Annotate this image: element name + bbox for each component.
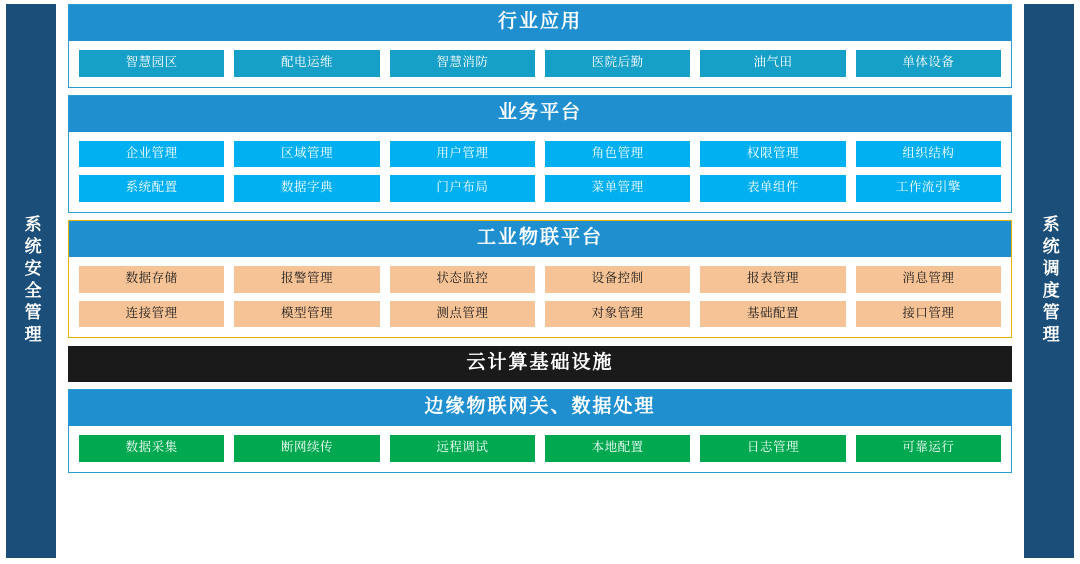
chip-model-management[interactable]: 模型管理: [234, 301, 379, 328]
chip-local-configuration[interactable]: 本地配置: [545, 435, 690, 462]
chip-object-management[interactable]: 对象管理: [545, 301, 690, 328]
chip-user-management[interactable]: 用户管理: [390, 141, 535, 168]
chip-status-monitoring[interactable]: 状态监控: [390, 266, 535, 293]
chip-connection-management[interactable]: 连接管理: [79, 301, 224, 328]
chip-row: [79, 50, 1001, 77]
chip-permission-management[interactable]: 权限管理: [700, 141, 845, 168]
left-vertical-bar-label: 系统安全管理: [21, 215, 41, 347]
section-title-industry-application: 行业应用: [69, 5, 1011, 41]
section-title-business-platform: 业务平台: [69, 96, 1011, 132]
chip-region-management[interactable]: 区域管理: [234, 141, 379, 168]
chip-power-distribution-ops[interactable]: 配电运维: [234, 50, 379, 77]
chip-role-management[interactable]: 角色管理: [545, 141, 690, 168]
chip-workflow-engine[interactable]: 工作流引擎: [856, 175, 1001, 202]
right-vertical-bar-label: 系统调度管理: [1039, 215, 1059, 347]
chip-reliable-operation[interactable]: 可靠运行: [856, 435, 1001, 462]
chip-smart-firefighting[interactable]: 智慧消防: [390, 50, 535, 77]
section-title-industrial-iot-platform: 工业物联平台: [69, 221, 1011, 257]
chip-log-management[interactable]: 日志管理: [700, 435, 845, 462]
chip-offline-resume-transfer[interactable]: 断网续传: [234, 435, 379, 462]
chip-row: [79, 266, 1001, 293]
chip-system-configuration[interactable]: 系统配置: [79, 175, 224, 202]
chip-report-management[interactable]: 报表管理: [700, 266, 845, 293]
chip-single-equipment[interactable]: 单体设备: [856, 50, 1001, 77]
chip-basic-configuration[interactable]: 基础配置: [700, 301, 845, 328]
section-body-industrial-iot-platform: [69, 257, 1011, 338]
section-industry-application: [68, 4, 1012, 88]
chip-row: [79, 175, 1001, 202]
section-title-cloud-infrastructure: 云计算基础设施: [68, 346, 1012, 382]
chip-smart-park[interactable]: 智慧园区: [79, 50, 224, 77]
chip-menu-management[interactable]: 菜单管理: [545, 175, 690, 202]
chip-row: [79, 435, 1001, 462]
chip-oil-gas-field[interactable]: 油气田: [700, 50, 845, 77]
chip-portal-layout[interactable]: 门户布局: [390, 175, 535, 202]
section-body-edge-gateway: [69, 426, 1011, 472]
chip-data-acquisition[interactable]: 数据采集: [79, 435, 224, 462]
chip-device-control[interactable]: 设备控制: [545, 266, 690, 293]
chip-data-dictionary[interactable]: 数据字典: [234, 175, 379, 202]
section-body-business-platform: [69, 132, 1011, 213]
section-title-edge-gateway-data-processing: 边缘物联网关、数据处理: [69, 390, 1011, 426]
section-edge-gateway-data-processing: [68, 389, 1012, 473]
right-vertical-bar-system-dispatch-management: [1024, 4, 1074, 558]
chip-form-component[interactable]: 表单组件: [700, 175, 845, 202]
chip-message-management[interactable]: 消息管理: [856, 266, 1001, 293]
left-vertical-bar-system-security-management: [6, 4, 56, 558]
section-business-platform: [68, 95, 1012, 213]
diagram-center-column: [56, 4, 1024, 558]
section-cloud-infrastructure: [68, 346, 1012, 382]
chip-remote-debugging[interactable]: 远程调试: [390, 435, 535, 462]
section-industrial-iot-platform: [68, 220, 1012, 338]
chip-enterprise-management[interactable]: 企业管理: [79, 141, 224, 168]
section-body-industry-application: [69, 41, 1011, 87]
chip-organization-structure[interactable]: 组织结构: [856, 141, 1001, 168]
chip-data-storage[interactable]: 数据存储: [79, 266, 224, 293]
chip-hospital-logistics[interactable]: 医院后勤: [545, 50, 690, 77]
chip-measurement-point-management[interactable]: 测点管理: [390, 301, 535, 328]
chip-alarm-management[interactable]: 报警管理: [234, 266, 379, 293]
chip-row: [79, 141, 1001, 168]
chip-interface-management[interactable]: 接口管理: [856, 301, 1001, 328]
chip-row: [79, 301, 1001, 328]
